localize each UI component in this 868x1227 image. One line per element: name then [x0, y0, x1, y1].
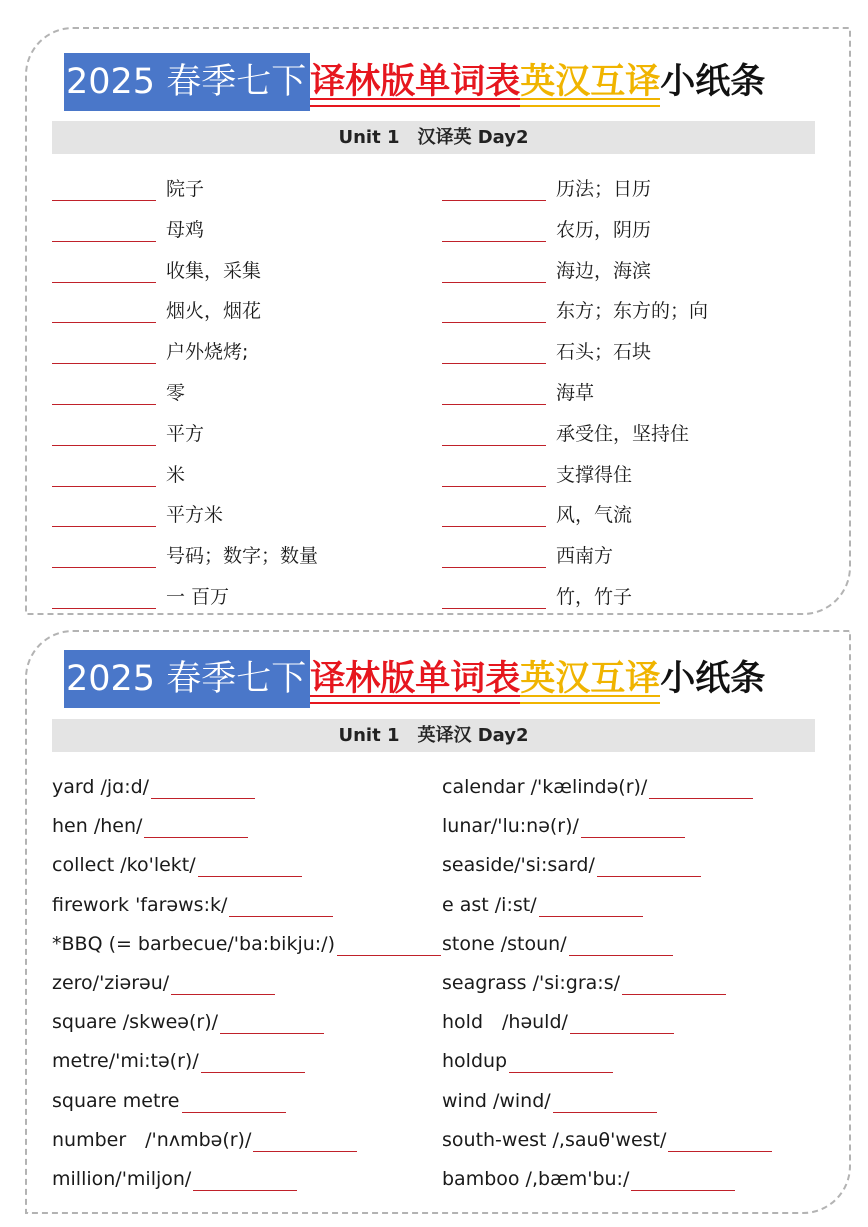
- answer-blank[interactable]: [52, 545, 156, 568]
- answer-blank[interactable]: [442, 260, 546, 283]
- chinese-meaning: 石头；石块: [556, 341, 652, 363]
- word-row: [442, 1122, 772, 1152]
- chinese-meaning: 收集，采集: [166, 260, 262, 282]
- answer-blank[interactable]: [442, 586, 546, 609]
- word-row: [52, 808, 248, 838]
- word-row: [442, 293, 708, 323]
- answer-blank[interactable]: [253, 1129, 357, 1152]
- english-word: south-west /,sauθ'west/: [442, 1129, 667, 1151]
- english-word: wind /wind/: [442, 1090, 551, 1112]
- chinese-meaning: 平方: [166, 423, 205, 445]
- chinese-meaning: 支撑得住: [556, 464, 633, 486]
- chinese-meaning: 承受住，坚持住: [556, 423, 690, 445]
- word-row: [52, 1161, 297, 1191]
- answer-blank[interactable]: [553, 1090, 657, 1113]
- english-word: seaside/'si:sard/: [442, 854, 595, 876]
- word-row: [52, 497, 223, 527]
- english-word: firework 'farəws:k/: [52, 894, 228, 916]
- chinese-meaning: 东方；东方的；向: [556, 300, 709, 322]
- answer-blank[interactable]: [52, 300, 156, 323]
- sheet-1-title: [64, 53, 765, 111]
- word-row: [52, 1083, 286, 1113]
- word-row: [442, 579, 632, 609]
- english-word: square metre: [52, 1090, 180, 1112]
- chinese-meaning: 西南方: [556, 545, 614, 567]
- word-row: [442, 212, 651, 242]
- english-word: holdup: [442, 1050, 508, 1072]
- answer-blank[interactable]: [52, 464, 156, 487]
- english-word: million/'miljon/: [52, 1168, 192, 1190]
- english-word: seagrass /'si:gra:s/: [442, 972, 621, 994]
- answer-blank[interactable]: [442, 464, 546, 487]
- chinese-meaning: 院子: [166, 178, 205, 200]
- answer-blank[interactable]: [182, 1090, 286, 1113]
- title-mode: 英汉互译: [520, 53, 660, 111]
- answer-blank[interactable]: [52, 260, 156, 283]
- word-row: [52, 769, 255, 799]
- answer-blank[interactable]: [198, 854, 302, 877]
- word-row: [52, 926, 441, 956]
- english-word: yard /jɑ:d/: [52, 776, 150, 798]
- section-title: Unit 1 汉译英 Day2: [52, 121, 815, 154]
- word-row: [442, 1083, 657, 1113]
- answer-blank[interactable]: [52, 382, 156, 405]
- chinese-meaning: 烟火，烟花: [166, 300, 262, 322]
- answer-blank[interactable]: [539, 894, 643, 917]
- word-row: [52, 334, 248, 364]
- word-row: [442, 375, 594, 405]
- answer-blank[interactable]: [569, 933, 673, 956]
- english-word: zero/'ziərəu/: [52, 972, 170, 994]
- title-textbook: 译林版单词表: [310, 53, 520, 111]
- word-row: [52, 171, 204, 201]
- answer-blank[interactable]: [144, 815, 248, 838]
- english-word: hold /həuld/: [442, 1011, 568, 1033]
- word-row: [52, 538, 318, 568]
- chinese-meaning: 母鸡: [166, 219, 205, 241]
- word-row: [52, 1122, 357, 1152]
- answer-blank[interactable]: [220, 1011, 324, 1034]
- word-row: [52, 579, 229, 609]
- chinese-meaning: 历法；日历: [556, 178, 652, 200]
- answer-blank[interactable]: [52, 178, 156, 201]
- chinese-meaning: 农历，阴历: [556, 219, 652, 241]
- word-row: [52, 457, 185, 487]
- answer-blank[interactable]: [442, 219, 546, 242]
- word-row: [442, 171, 651, 201]
- chinese-meaning: 户外烧烤;: [166, 341, 249, 363]
- title-suffix: 小纸条: [660, 62, 766, 102]
- answer-blank[interactable]: [337, 933, 441, 956]
- chinese-meaning: 竹，竹子: [556, 586, 633, 608]
- answer-blank[interactable]: [52, 219, 156, 242]
- word-row: [442, 1043, 613, 1073]
- chinese-meaning: 平方米: [166, 504, 224, 526]
- word-row: [52, 375, 185, 405]
- word-row: [52, 1004, 324, 1034]
- answer-blank[interactable]: [442, 504, 546, 527]
- answer-blank[interactable]: [229, 894, 333, 917]
- title-year: 2025 春季七下: [64, 53, 310, 111]
- english-word: *BBQ (= barbecue/'ba:bikju:/): [52, 933, 335, 955]
- word-row: [442, 334, 651, 364]
- answer-blank[interactable]: [570, 1011, 674, 1034]
- answer-blank[interactable]: [442, 341, 546, 364]
- word-row: [442, 253, 651, 283]
- answer-blank[interactable]: [442, 300, 546, 323]
- word-row: [52, 965, 275, 995]
- english-word: hen /hen/: [52, 815, 143, 837]
- word-row: [442, 847, 701, 877]
- answer-blank[interactable]: [442, 545, 546, 568]
- word-row: [52, 293, 261, 323]
- chinese-meaning: 风，气流: [556, 504, 633, 526]
- answer-blank[interactable]: [151, 776, 255, 799]
- word-row: [442, 926, 673, 956]
- answer-blank[interactable]: [581, 815, 685, 838]
- english-word: number /'nʌmbə(r)/: [52, 1129, 252, 1151]
- english-word: bamboo /,bæm'bu:/: [442, 1168, 630, 1190]
- sheet-2-title: [64, 650, 765, 708]
- answer-blank[interactable]: [442, 382, 546, 405]
- answer-blank[interactable]: [442, 178, 546, 201]
- word-row: [52, 847, 302, 877]
- word-row: [442, 887, 643, 917]
- answer-blank[interactable]: [509, 1050, 613, 1073]
- english-word: metre/'mi:tə(r)/: [52, 1050, 199, 1072]
- word-row: [442, 497, 632, 527]
- word-row: [442, 965, 726, 995]
- answer-blank[interactable]: [622, 972, 726, 995]
- title-year: 2025 春季七下: [64, 650, 310, 708]
- answer-blank[interactable]: [52, 586, 156, 609]
- word-row: [442, 1161, 735, 1191]
- english-word: stone /stoun/: [442, 933, 567, 955]
- chinese-meaning: 海边，海滨: [556, 260, 652, 282]
- title-textbook: 译林版单词表: [310, 650, 520, 708]
- answer-blank[interactable]: [631, 1168, 735, 1191]
- answer-blank[interactable]: [171, 972, 275, 995]
- title-mode: 英汉互译: [520, 650, 660, 708]
- answer-blank[interactable]: [52, 423, 156, 446]
- answer-blank[interactable]: [52, 341, 156, 364]
- english-word: collect /ko'lekt/: [52, 854, 196, 876]
- english-word: e ast /i:st/: [442, 894, 537, 916]
- word-row: [442, 808, 685, 838]
- chinese-meaning: 海草: [556, 382, 595, 404]
- answer-blank[interactable]: [668, 1129, 772, 1152]
- chinese-meaning: 号码；数字；数量: [166, 545, 319, 567]
- chinese-meaning: 一 百万: [166, 586, 230, 608]
- answer-blank[interactable]: [442, 423, 546, 446]
- answer-blank[interactable]: [52, 504, 156, 527]
- word-row: [52, 1043, 305, 1073]
- english-word: square /skweə(r)/: [52, 1011, 219, 1033]
- word-row: [442, 416, 689, 446]
- chinese-meaning: 零: [166, 382, 186, 404]
- word-row: [52, 416, 204, 446]
- answer-blank[interactable]: [649, 776, 753, 799]
- word-row: [442, 457, 632, 487]
- answer-blank[interactable]: [193, 1168, 297, 1191]
- section-title: Unit 1 英译汉 Day2: [52, 719, 815, 752]
- word-row: [52, 253, 261, 283]
- answer-blank[interactable]: [201, 1050, 305, 1073]
- word-row: [442, 538, 613, 568]
- english-word: calendar /'kælində(r)/: [442, 776, 648, 798]
- chinese-meaning: 米: [166, 464, 186, 486]
- answer-blank[interactable]: [597, 854, 701, 877]
- title-suffix: 小纸条: [660, 659, 766, 699]
- word-row: [52, 887, 333, 917]
- word-row: [442, 769, 753, 799]
- word-row: [52, 212, 204, 242]
- english-word: lunar/'lu:nə(r)/: [442, 815, 579, 837]
- word-row: [442, 1004, 674, 1034]
